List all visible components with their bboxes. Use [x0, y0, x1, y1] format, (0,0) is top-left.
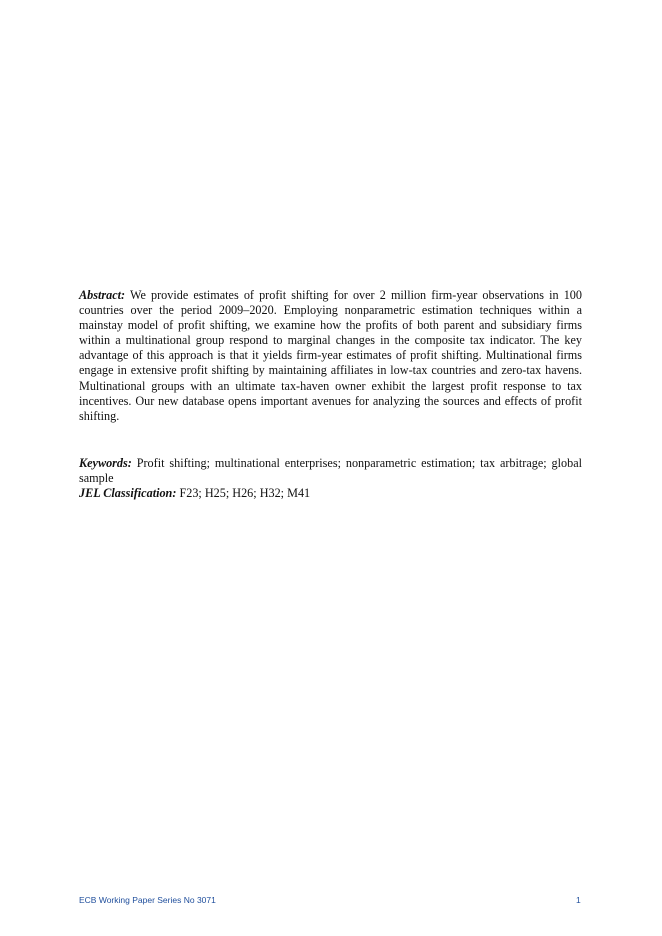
abstract-paragraph	[79, 288, 582, 424]
abstract-label: Abstract:	[79, 288, 126, 302]
jel-codes: F23; H25; H26; H32; M41	[179, 486, 311, 500]
keywords-paragraph	[79, 456, 582, 486]
jel-classification	[79, 486, 582, 501]
footer-page-number: 1	[576, 895, 581, 905]
jel-label: JEL Classification:	[79, 486, 177, 500]
footer-series-title: ECB Working Paper Series No 3071	[79, 895, 216, 905]
keywords-label: Keywords:	[79, 456, 132, 470]
keywords-text: Profit shifting; multinational enterprises; nonparametric estimation; tax arbitrage; global sample	[79, 456, 583, 486]
abstract-text: We provide estimates of profit shifting for over 2 million firm-year observations in 100 countries over the period 2009–2020. Employing nonparametric estimation techniques within a mainstay model of profit shifting, we examine how the profits of both parent and subsidiary firms within a multinational group respond to marginal changes in the composite tax indicator. The key advantage of this approach is that it yields firm-year estimates of profit shifting. Multinational firms engage in extensive profit shifting by maintaining affiliates in low-tax countries and zero-tax havens. Multinational groups with an ultimate tax-haven owner exhibit the largest profit response to tax incentives. Our new database opens important avenues for analyzing the sources and effects of profit shifting.	[79, 288, 582, 423]
